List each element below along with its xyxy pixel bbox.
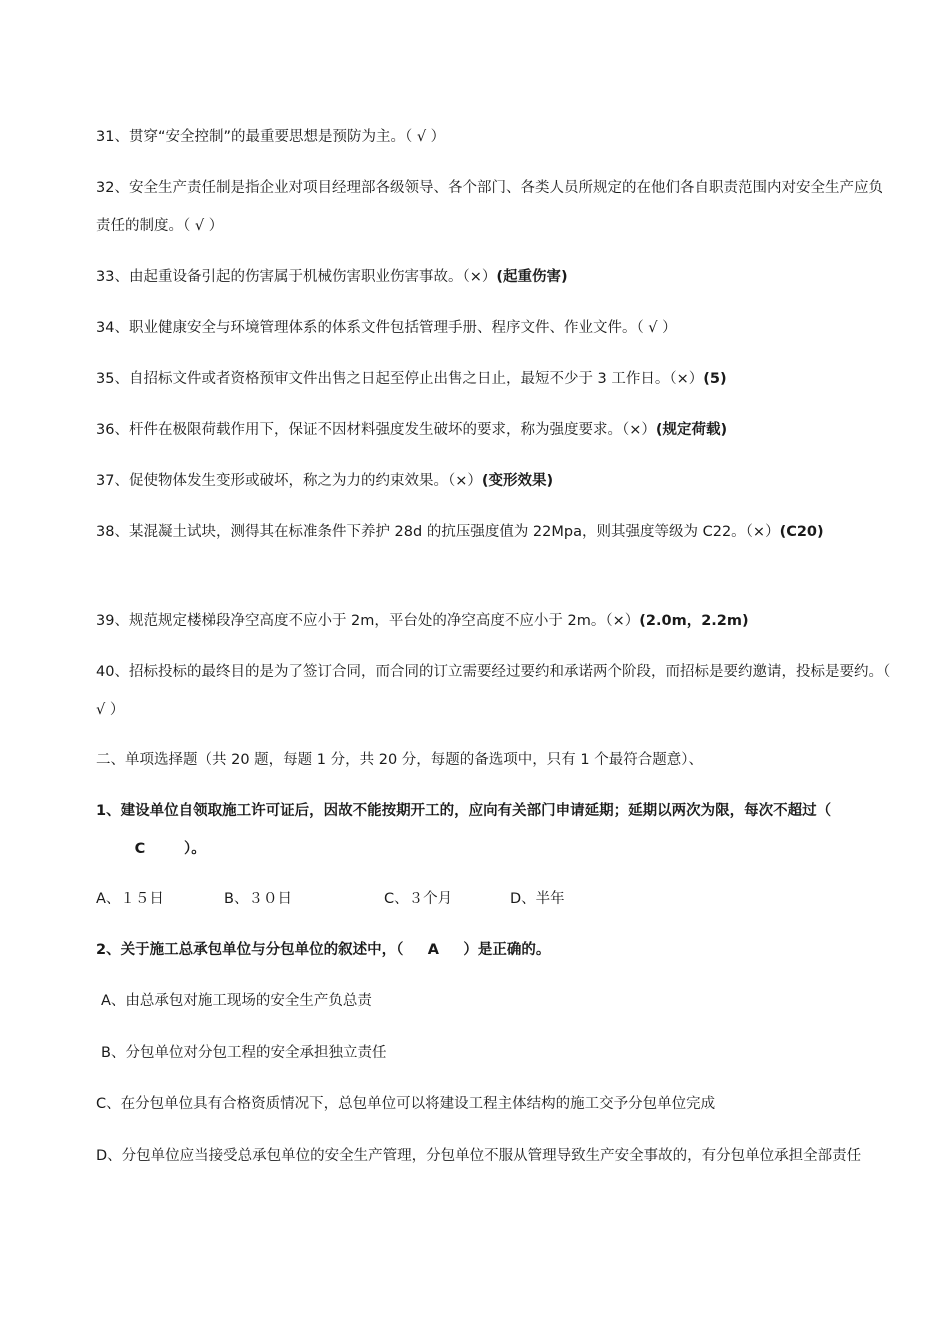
question-35: 35、自招标文件或者资格预审文件出售之日起至停止出售之日止，最短不少于 3 工作日。（×）(5) xyxy=(96,371,727,387)
option-2a: A、由总承包对施工现场的安全生产负总责 xyxy=(101,993,372,1009)
option-c: C、３个月 xyxy=(384,891,453,907)
mc-options-1 xyxy=(96,880,896,918)
answer-2: A xyxy=(427,942,439,958)
correction-33: (起重伤害) xyxy=(496,269,568,285)
option-2c: C、在分包单位具有合格资质情况下，总包单位可以将建设工程主体结构的施工交予分包单位完成 xyxy=(96,1096,716,1112)
correction-37: (变形效果) xyxy=(481,473,554,489)
option-a: A、１５日 xyxy=(96,891,164,907)
option-d: D、半年 xyxy=(510,891,565,907)
option-b: B、３０日 xyxy=(224,891,292,907)
question-39: 39、规范规定楼梯段净空高度不应小于 2m，平台处的净空高度不应小于 2m。（×）(2.0m，2.2m) xyxy=(96,613,749,629)
question-37: 37、促使物体发生变形或破坏，称之为力的约束效果。（×）(变形效果) xyxy=(96,473,554,489)
correction-39: (2.0m，2.2m) xyxy=(639,613,749,629)
answer-1: C xyxy=(134,841,146,857)
mc-question-2: 2、关于施工总承包单位与分包单位的叙述中，（ A ）是正确的。 xyxy=(96,931,896,969)
correction-36: (规定荷载) xyxy=(655,422,728,438)
section-2-heading: 二、单项选择题（共 20 题，每题 1 分，共 20 分，每题的备选项中，只有 1 个最符合题意）、 xyxy=(96,752,703,768)
question-33: 33、由起重设备引起的伤害属于机械伤害职业伤害事故。（×）(起重伤害) xyxy=(96,269,568,285)
correction-38: (C20) xyxy=(779,524,824,540)
option-2d: D、分包单位应当接受总承包单位的安全生产管理，分包单位不服从管理导致生产安全事故的，有分包单位承担全部责任 xyxy=(96,1148,862,1164)
question-34: 34、职业健康安全与环境管理体系的体系文件包括管理手册、程序文件、作业文件。（ √ ） xyxy=(96,320,677,336)
question-36: 36、杆件在极限荷载作用下，保证不因材料强度发生破坏的要求，称为强度要求。（×）(规定荷载) xyxy=(96,422,728,438)
question-38: 38、某混凝土试块，测得其在标准条件下养护 28d 的抗压强度值为 22Mpa，则其强度等级为 C22。（×）(C20) xyxy=(96,524,824,540)
question-40: 40、招标投标的最终目的是为了签订合同，而合同的订立需要经过要约和承诺两个阶段，而招标是要约邀请，投标是要约。（ √ ） xyxy=(96,664,891,718)
mc-question-1: 1、建设单位自领取施工许可证后，因故不能按期开工的，应向有关部门申请延期；延期以两次为限，每次不超过（C ）。 xyxy=(96,792,896,868)
option-2b: B、分包单位对分包工程的安全承担独立责任 xyxy=(101,1045,387,1061)
question-32: 32、安全生产责任制是指企业对项目经理部各级领导、各个部门、各类人员所规定的在他们各自职责范围内对安全生产应负责任的制度。（ √ ） xyxy=(96,180,883,234)
question-31: 31、贯穿“安全控制”的最重要思想是预防为主。（ √ ） xyxy=(96,129,446,145)
correction-35: (5) xyxy=(703,371,727,387)
